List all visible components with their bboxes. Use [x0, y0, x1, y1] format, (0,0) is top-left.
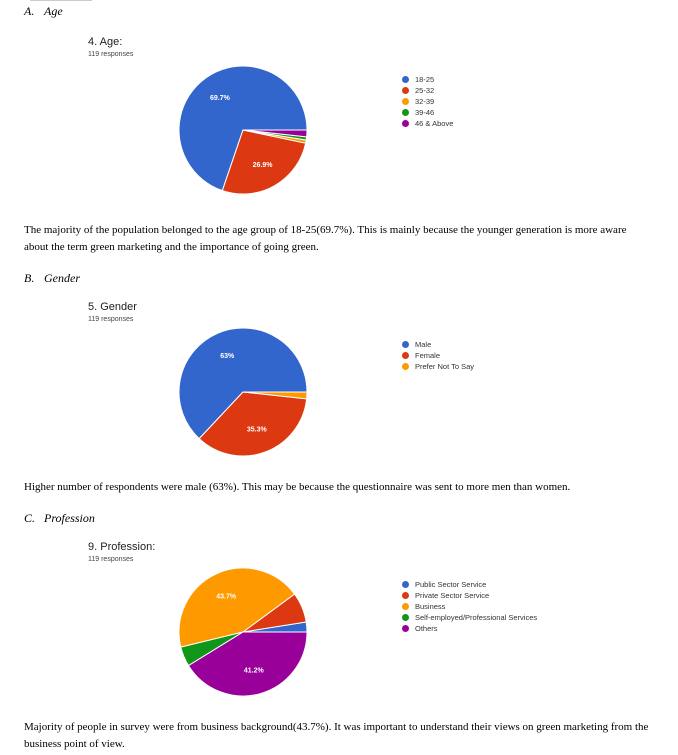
legend-swatch: [402, 625, 409, 632]
section-title: Gender: [44, 271, 80, 285]
legend-label: Business: [415, 602, 446, 611]
slice-label-18-25: 69.7%: [209, 95, 230, 103]
gender-description: Higher number of respondents were male (63%). This may be because the questionnaire was sent to more men than women.: [24, 481, 571, 493]
profession-description: Majority of people in survey were from business background(43.7%). It was important to understand their views on green marketing from the business point of view.: [24, 721, 649, 750]
profession-pie: [86, 541, 646, 716]
legend-item-self-employed-professional-services: [402, 612, 537, 623]
legend-swatch: [402, 603, 409, 610]
legend-label: 25-32: [415, 86, 435, 95]
chart-title: 4. Age:: [88, 36, 123, 48]
legend-label: Self-employed/Professional Services: [415, 613, 538, 622]
legend-label: Others: [415, 624, 438, 633]
legend-item-public-sector-service: [402, 579, 537, 590]
top-rule: [30, 0, 92, 1]
legend-item-39-46: [402, 107, 453, 118]
legend-swatch: [402, 109, 409, 116]
legend-swatch: [402, 581, 409, 588]
gender-legend: [402, 339, 474, 372]
legend-item-female: [402, 350, 474, 361]
section-title: Profession: [44, 511, 95, 525]
profession-chart: [86, 541, 646, 716]
legend-swatch: [402, 98, 409, 105]
slice-label-business: 43.7%: [216, 593, 237, 601]
section-number: A.: [24, 4, 35, 18]
section-heading-gender: [24, 271, 80, 285]
profession-legend: [402, 579, 537, 634]
legend-swatch: [402, 120, 409, 127]
chart-response-count: 119 responses: [88, 51, 134, 58]
age-chart: [86, 36, 646, 211]
section-number: C.: [24, 511, 36, 525]
legend-item-male: [402, 339, 474, 350]
slice-label-male: 63%: [220, 353, 235, 361]
legend-item-private-sector-service: [402, 590, 537, 601]
legend-label: Private Sector Service: [415, 591, 490, 600]
gender-pie: [86, 301, 646, 476]
legend-item-46-above: [402, 118, 453, 129]
section-heading-age: [24, 4, 63, 18]
legend-label: 32-39: [415, 97, 435, 106]
chart-title: 9. Profession:: [88, 541, 156, 553]
legend-item-others: [402, 623, 537, 634]
chart-title: 5. Gender: [88, 301, 137, 313]
chart-response-count: 119 responses: [88, 556, 134, 563]
age-legend: [402, 74, 453, 129]
legend-label: 18-25: [415, 75, 435, 84]
legend-item-25-32: [402, 85, 453, 96]
legend-item-prefer-not-to-say: [402, 361, 474, 372]
gender-chart: [86, 301, 646, 476]
legend-label: Female: [415, 351, 441, 360]
legend-label: 39-46: [415, 108, 435, 117]
legend-label: Public Sector Service: [415, 580, 487, 589]
legend-swatch: [402, 341, 409, 348]
legend-label: Prefer Not To Say: [415, 362, 475, 371]
legend-label: Male: [415, 340, 432, 349]
section-number: B.: [24, 271, 35, 285]
chart-response-count: 119 responses: [88, 316, 134, 323]
legend-item-32-39: [402, 96, 453, 107]
slice-label-others: 41.2%: [243, 667, 264, 675]
legend-item-business: [402, 601, 537, 612]
age-pie: [86, 36, 646, 211]
legend-label: 46 & Above: [415, 119, 454, 128]
legend-item-18-25: [402, 74, 453, 85]
age-description: The majority of the population belonged to the age group of 18-25(69.7%). This is mainly because the younger generation is more aware about the term green marketing and the importance of going green.: [24, 224, 627, 253]
slice-label-25-32: 26.9%: [252, 162, 273, 169]
section-heading-profession: [24, 511, 95, 525]
legend-swatch: [402, 76, 409, 83]
legend-swatch: [402, 592, 409, 599]
legend-swatch: [402, 614, 409, 621]
slice-label-female: 35.3%: [246, 426, 267, 434]
legend-swatch: [402, 352, 409, 359]
legend-swatch: [402, 363, 409, 370]
section-title: Age: [44, 4, 63, 18]
legend-swatch: [402, 87, 409, 94]
